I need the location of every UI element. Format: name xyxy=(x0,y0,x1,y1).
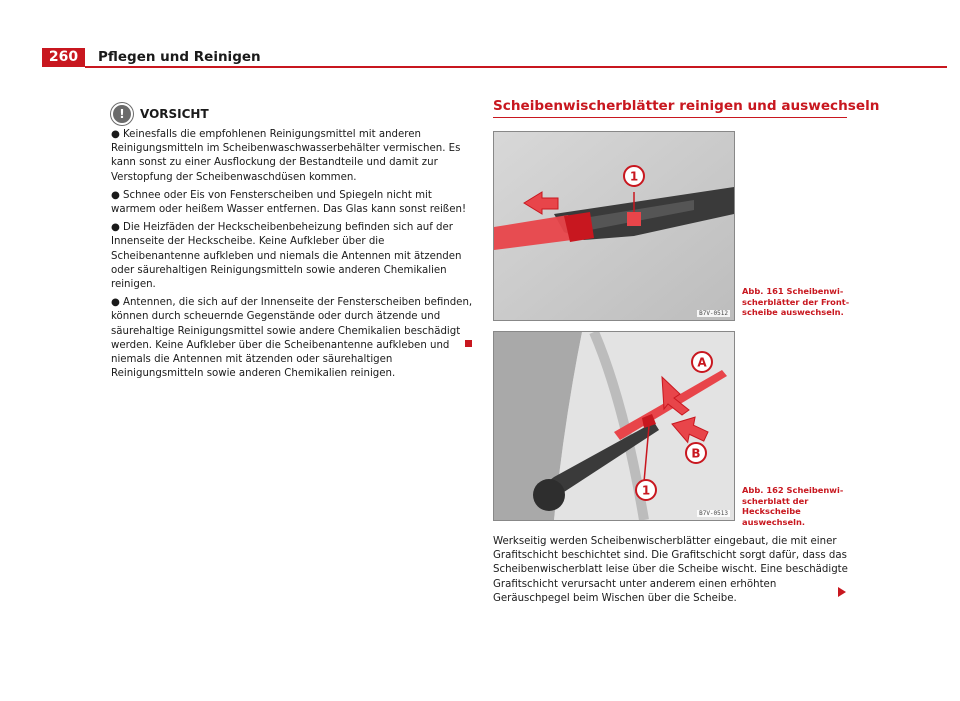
figure-caption: Abb. 162 Scheibenwischerblatt der Heckscheibe auswechseln. xyxy=(742,485,844,527)
callout-label: B xyxy=(691,446,701,461)
caution-item: ● Die Heizfäden der Heckscheibenbeheizung befinden sich auf der Innenseite der Heckscheibe. Keine Aufkleber über die Scheibenantenne aufkleben und niemals die Antennen mit ätzenden oder säurehaltigen Reinigungsmitteln sowie anderen Chemikalien reinigen. xyxy=(111,222,462,291)
caution-list xyxy=(111,128,473,385)
caution-item: ● Schnee oder Eis von Fensterscheiben und Spiegeln nicht mit warmem oder heißem Wasser entfernen. Das Glas kann sonst reißen! xyxy=(111,189,467,216)
body-paragraph: Werkseitig werden Scheibenwischerblätter eingebaut, die mit einer Grafitschicht beschichtet sind. Die Grafitschicht sorgt dafür, dass das Scheibenwischerblatt leise über die Scheibe wischt. Eine beschädigte Grafitschicht verursacht unter anderem einen erhöhten Geräuschpegel beim Wischen über die Scheibe. xyxy=(493,536,848,604)
warning-icon: ! xyxy=(111,103,133,125)
callout-label: 1 xyxy=(641,483,651,498)
continue-arrow-icon xyxy=(838,587,846,597)
figure-code: B7V-0512 xyxy=(699,310,728,317)
bullet-icon: ● xyxy=(111,189,120,201)
section-title: Scheibenwischerblätter reinigen und auswechseln xyxy=(493,98,880,114)
bullet-icon: ● xyxy=(111,297,120,309)
figure-rear-wiper xyxy=(493,331,735,521)
callout-label: 1 xyxy=(629,169,639,184)
caution-item: ● Keinesfalls die empfohlenen Reinigungsmittel mit anderen Reinigungsmitteln im Scheibenwaschwasserbehälter vermischen. Es kann sonst zu einer Ausflockung der Bestandteile und damit zur Verstopfung der Scheibenwaschdüsen kommen. xyxy=(111,129,461,183)
chapter-title: Pflegen und Reinigen xyxy=(98,49,261,65)
header-divider xyxy=(85,66,947,68)
section-end-marker-icon xyxy=(465,340,472,347)
bullet-icon: ● xyxy=(111,129,120,140)
page-number: 260 xyxy=(42,48,85,67)
bullet-icon: ● xyxy=(111,222,120,234)
figure-code: B7V-0513 xyxy=(699,510,728,517)
front-wiper-illustration xyxy=(494,132,734,320)
figure-front-wiper xyxy=(493,131,735,321)
callout-label: A xyxy=(697,355,707,370)
rear-wiper-illustration xyxy=(494,332,734,520)
caution-label: VORSICHT xyxy=(140,107,209,121)
figure-caption: Abb. 161 Scheibenwischerblätter der Frontscheibe auswechseln. xyxy=(742,286,850,318)
caution-item: ● Antennen, die sich auf der Innenseite der Fensterscheiben befinden, können durch scheuernde Gegenstände oder durch ätzende und säurehaltige Reinigungsmittel sowie andere Chemikalien beschädigt werden. Keine Aufkleber über die Scheibenantenne aufkleben und niemals die Antennen mit ätzenden oder säurehaltigen Reinigungsmitteln sowie anderen Chemikalien reinigen. xyxy=(111,297,473,380)
section-divider xyxy=(493,117,847,118)
